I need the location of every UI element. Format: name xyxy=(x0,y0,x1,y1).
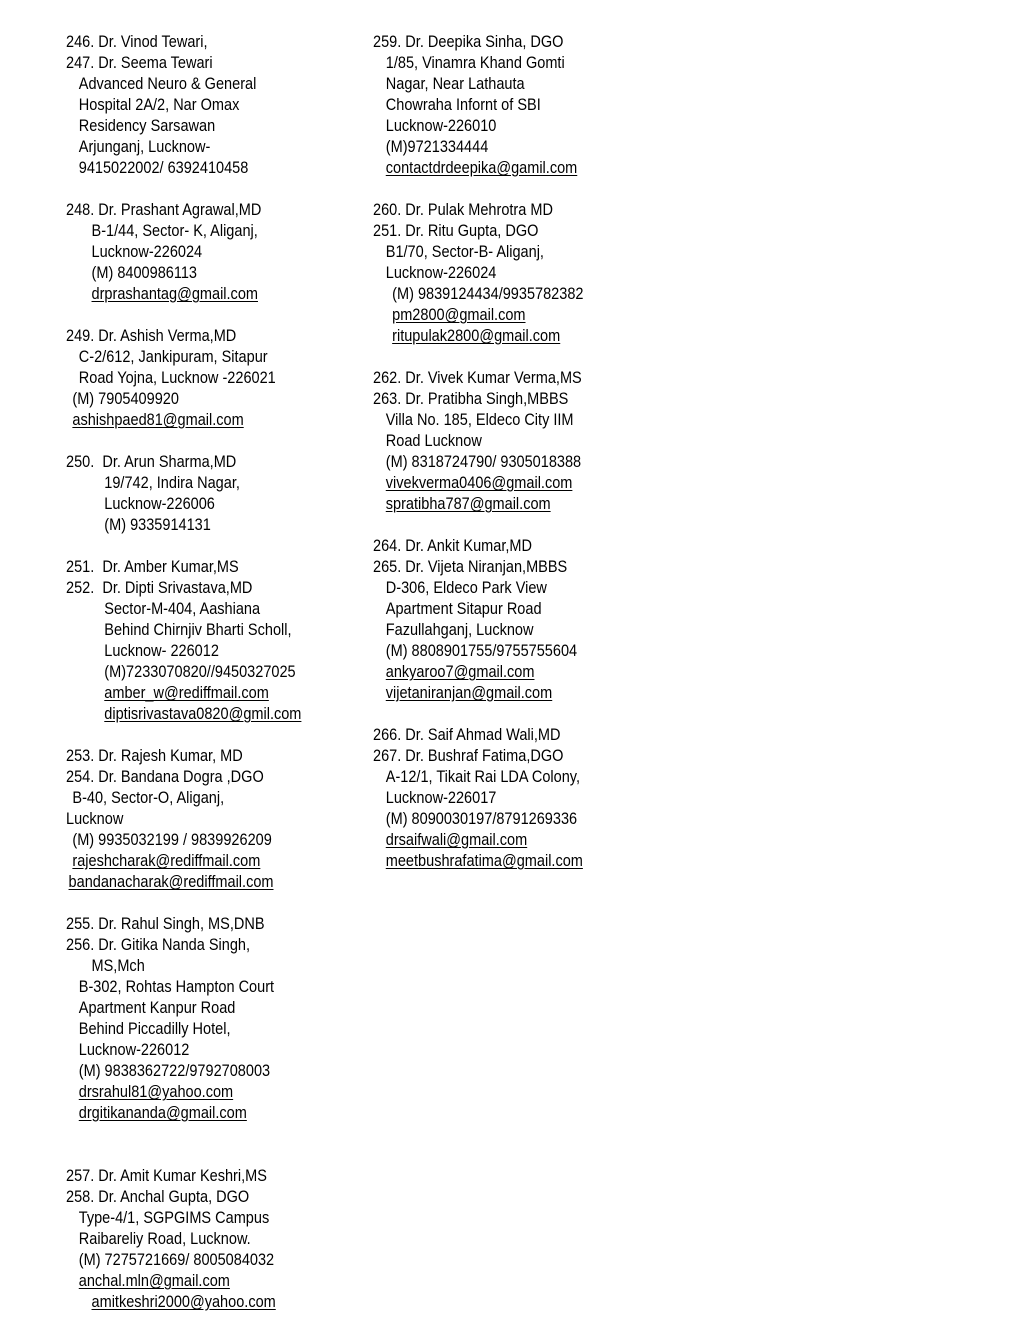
address-line xyxy=(66,137,374,158)
address-line xyxy=(373,137,681,158)
entry-text: 9415022002/ 6392410458 xyxy=(78,159,249,177)
email-link-row[interactable] xyxy=(373,326,681,347)
email-link-row[interactable] xyxy=(66,683,374,704)
address-line xyxy=(66,347,374,368)
address-line xyxy=(373,389,681,410)
entry-text: Lucknow- 226012 xyxy=(104,642,219,660)
email-link[interactable]: vivekverma0406@gmail.com xyxy=(385,474,573,492)
address-line xyxy=(66,242,374,263)
address-line xyxy=(66,620,374,641)
entry-text: 19/742, Indira Nagar, xyxy=(104,474,240,492)
directory-entry xyxy=(373,32,681,179)
address-line xyxy=(66,1019,374,1040)
directory-entry xyxy=(66,746,374,893)
entry-text: Lucknow-226006 xyxy=(104,495,215,513)
entry-text: (M) 8318724790/ 9305018388 xyxy=(385,453,582,471)
email-link[interactable]: diptisrivastava0820@gmil.com xyxy=(104,705,302,723)
email-link[interactable]: amber_w@rediffmail.com xyxy=(104,684,269,702)
address-line xyxy=(66,263,374,284)
doctor-name-line xyxy=(373,200,681,221)
address-line xyxy=(373,431,681,452)
address-line xyxy=(373,410,681,431)
email-link-row[interactable] xyxy=(66,410,374,431)
entry-text: A-12/1, Tikait Rai LDA Colony, xyxy=(385,768,580,786)
entry-text: (M) 9839124434/9935782382 xyxy=(392,285,584,303)
address-line xyxy=(373,284,681,305)
entry-text: B-40, Sector-O, Aliganj, xyxy=(72,789,225,807)
entry-text: (M) 7275721669/ 8005084032 xyxy=(78,1251,275,1269)
entry-spacer xyxy=(66,179,374,200)
entry-text: Fazullahganj, Lucknow xyxy=(385,621,534,639)
address-line xyxy=(66,158,374,179)
address-line xyxy=(373,116,681,137)
email-link[interactable]: drgitikananda@gmail.com xyxy=(78,1104,247,1122)
entry-text: (M) 9935032199 / 9839926209 xyxy=(72,831,272,849)
doctor-name-line xyxy=(373,725,681,746)
address-line xyxy=(66,116,374,137)
email-link-row[interactable] xyxy=(66,1082,374,1103)
address-line xyxy=(66,53,374,74)
entry-text: (M) 9838362722/9792708003 xyxy=(78,1062,271,1080)
entry-text: Nagar, Near Lathauta xyxy=(385,75,525,93)
address-line xyxy=(66,473,374,494)
email-link[interactable]: anchal.mln@gmail.com xyxy=(78,1272,230,1290)
entry-text: 264. Dr. Ankit Kumar,MD xyxy=(373,537,532,555)
doctor-name-line xyxy=(66,32,374,53)
entry-text: 248. Dr. Prashant Agrawal,MD xyxy=(66,201,262,219)
entry-text: Lucknow-226024 xyxy=(385,264,497,282)
address-line xyxy=(66,998,374,1019)
entry-spacer xyxy=(66,431,374,452)
entry-spacer xyxy=(373,704,681,725)
entry-text: 263. Dr. Pratibha Singh,MBBS xyxy=(373,390,569,408)
doctor-name-line xyxy=(66,200,374,221)
email-link[interactable]: ritupulak2800@gmail.com xyxy=(392,327,561,345)
email-link[interactable]: ankyaroo7@gmail.com xyxy=(385,663,535,681)
entry-text: 255. Dr. Rahul Singh, MS,DNB xyxy=(66,915,265,933)
address-line xyxy=(66,1061,374,1082)
email-link-row[interactable] xyxy=(66,851,374,872)
address-line xyxy=(373,242,681,263)
address-line xyxy=(373,746,681,767)
doctor-name-line xyxy=(66,326,374,347)
entry-text: Sector-M-404, Aashiana xyxy=(104,600,261,618)
address-line xyxy=(373,767,681,788)
address-line xyxy=(373,620,681,641)
entry-spacer xyxy=(373,515,681,536)
doctor-name-line xyxy=(66,914,374,935)
email-link-row[interactable] xyxy=(373,473,681,494)
email-link[interactable]: ashishpaed81@gmail.com xyxy=(72,411,244,429)
directory-entry xyxy=(66,200,374,305)
directory-entry xyxy=(66,452,374,536)
address-line xyxy=(66,389,374,410)
address-line xyxy=(66,788,374,809)
address-line xyxy=(373,95,681,116)
doctor-name-line xyxy=(66,746,374,767)
entry-text: (M) 9335914131 xyxy=(104,516,211,534)
entry-text: Chowraha Infornt of SBI xyxy=(385,96,541,114)
email-link[interactable]: amitkeshri2000@yahoo.com xyxy=(91,1293,276,1311)
email-link[interactable]: meetbushrafatima@gmail.com xyxy=(385,852,583,870)
email-link-row[interactable] xyxy=(373,494,681,515)
address-line xyxy=(66,830,374,851)
doctor-name-line xyxy=(66,557,374,578)
address-line xyxy=(66,1250,374,1271)
email-link[interactable]: bandanacharak@rediffmail.com xyxy=(68,873,274,891)
entry-text: Apartment Sitapur Road xyxy=(385,600,542,618)
entry-spacer xyxy=(373,347,681,368)
email-link-row[interactable] xyxy=(373,158,681,179)
address-line xyxy=(66,977,374,998)
entry-text: 256. Dr. Gitika Nanda Singh, xyxy=(66,936,251,954)
entry-text: 257. Dr. Amit Kumar Keshri,MS xyxy=(66,1167,267,1185)
entry-text: Type-4/1, SGPGIMS Campus xyxy=(78,1209,270,1227)
entry-text: 251. Dr. Ritu Gupta, DGO xyxy=(373,222,539,240)
entry-text: Road Yojna, Lucknow -226021 xyxy=(78,369,276,387)
email-link-row[interactable] xyxy=(66,284,374,305)
address-line xyxy=(373,809,681,830)
entry-text: 249. Dr. Ashish Verma,MD xyxy=(66,327,237,345)
entry-text: Apartment Kanpur Road xyxy=(78,999,236,1017)
email-link[interactable]: vijetaniranjan@gmail.com xyxy=(385,684,553,702)
address-line xyxy=(373,221,681,242)
entry-text: Villa No. 185, Eldeco City IIM xyxy=(385,411,574,429)
entry-text: Behind Piccadilly Hotel, xyxy=(78,1020,231,1038)
entry-text: 266. Dr. Saif Ahmad Wali,MD xyxy=(373,726,561,744)
email-link-row[interactable] xyxy=(373,305,681,326)
directory-entry xyxy=(66,326,374,431)
email-link-row[interactable] xyxy=(66,872,374,893)
entry-text: D-306, Eldeco Park View xyxy=(385,579,547,597)
email-link[interactable]: contactdrdeepika@gamil.com xyxy=(385,159,578,177)
entry-spacer xyxy=(66,725,374,746)
address-line xyxy=(66,578,374,599)
address-line xyxy=(66,1229,374,1250)
entry-text: B-1/44, Sector- K, Aliganj, xyxy=(91,222,258,240)
entry-spacer xyxy=(66,1124,374,1145)
entry-spacer xyxy=(66,1145,374,1166)
directory-entry xyxy=(66,557,374,725)
entry-spacer xyxy=(66,536,374,557)
email-link-row[interactable] xyxy=(373,662,681,683)
email-link-row[interactable] xyxy=(373,830,681,851)
entry-text: 258. Dr. Anchal Gupta, DGO xyxy=(66,1188,250,1206)
entry-text: Lucknow-226024 xyxy=(91,243,203,261)
email-link-row[interactable] xyxy=(373,683,681,704)
entry-text: 247. Dr. Seema Tewari xyxy=(66,54,213,72)
entry-text: B1/70, Sector-B- Aliganj, xyxy=(385,243,544,261)
entry-text: Lucknow xyxy=(66,810,124,828)
address-line xyxy=(373,53,681,74)
doctor-name-line xyxy=(373,536,681,557)
address-line xyxy=(66,809,374,830)
entry-text: Lucknow-226012 xyxy=(78,1041,190,1059)
entry-text: 260. Dr. Pulak Mehrotra MD xyxy=(373,201,553,219)
entry-spacer xyxy=(66,893,374,914)
address-line xyxy=(66,956,374,977)
entry-text: 254. Dr. Bandana Dogra ,DGO xyxy=(66,768,264,786)
entry-text: 259. Dr. Deepika Sinha, DGO xyxy=(373,33,564,51)
address-line xyxy=(66,662,374,683)
address-line xyxy=(373,641,681,662)
entry-text: (M) 8090030197/8791269336 xyxy=(385,810,578,828)
address-line xyxy=(373,578,681,599)
directory-entry xyxy=(66,1166,374,1313)
entry-text: Residency Sarsawan xyxy=(78,117,216,135)
address-line xyxy=(373,599,681,620)
directory-entry xyxy=(66,32,374,179)
entry-text: 265. Dr. Vijeta Niranjan,MBBS xyxy=(373,558,568,576)
email-link[interactable]: pm2800@gmail.com xyxy=(392,306,526,324)
entry-text: (M) 8400986113 xyxy=(91,264,197,282)
entry-text: Lucknow-226010 xyxy=(385,117,497,135)
email-link[interactable]: spratibha787@gmail.com xyxy=(385,495,551,513)
address-line xyxy=(66,221,374,242)
entry-text: Road Lucknow xyxy=(385,432,482,450)
directory-entry xyxy=(373,536,681,704)
entry-spacer xyxy=(373,179,681,200)
address-line xyxy=(66,1208,374,1229)
directory-entry xyxy=(373,725,681,872)
entry-text: 251. Dr. Amber Kumar,MS xyxy=(66,558,239,576)
entry-text: 1/85, Vinamra Khand Gomti xyxy=(385,54,565,72)
address-line xyxy=(373,452,681,473)
entry-text: B-302, Rohtas Hampton Court xyxy=(78,978,275,996)
entry-text: (M) 8808901755/9755755604 xyxy=(385,642,578,660)
entry-text: 252. Dr. Dipti Srivastava,MD xyxy=(66,579,253,597)
entry-text: C-2/612, Jankipuram, Sitapur xyxy=(78,348,268,366)
doctor-name-line xyxy=(66,452,374,473)
entry-text: 262. Dr. Vivek Kumar Verma,MS xyxy=(373,369,582,387)
entry-text: 250. Dr. Arun Sharma,MD xyxy=(66,453,237,471)
address-line xyxy=(373,74,681,95)
entry-text: Raibareliy Road, Lucknow. xyxy=(78,1230,251,1248)
address-line xyxy=(66,494,374,515)
address-line xyxy=(66,74,374,95)
address-line xyxy=(373,788,681,809)
entry-text: Hospital 2A/2, Nar Omax xyxy=(78,96,240,114)
address-line xyxy=(66,599,374,620)
entry-text: 246. Dr. Vinod Tewari, xyxy=(66,33,208,51)
email-link-row[interactable] xyxy=(66,1292,374,1313)
email-link[interactable]: drprashantag@gmail.com xyxy=(91,285,258,303)
entry-text: MS,Mch xyxy=(91,957,145,975)
entry-text: Advanced Neuro & General xyxy=(78,75,257,93)
email-link-row[interactable] xyxy=(66,1103,374,1124)
address-line xyxy=(66,368,374,389)
left-column xyxy=(66,32,374,1313)
entry-spacer xyxy=(66,305,374,326)
email-link-row[interactable] xyxy=(373,851,681,872)
email-link[interactable]: drsrahul81@yahoo.com xyxy=(78,1083,234,1101)
doctor-name-line xyxy=(66,1166,374,1187)
right-column xyxy=(373,32,681,872)
address-line xyxy=(66,1187,374,1208)
address-line xyxy=(66,767,374,788)
email-link[interactable]: drsaifwali@gmail.com xyxy=(385,831,528,849)
directory-entry xyxy=(373,368,681,515)
address-line xyxy=(66,515,374,536)
email-link-row[interactable] xyxy=(66,1271,374,1292)
entry-text: (M)7233070820//9450327025 xyxy=(104,663,296,681)
doctor-name-line xyxy=(373,32,681,53)
address-line xyxy=(66,95,374,116)
entry-text: Behind Chirnjiv Bharti Scholl, xyxy=(104,621,292,639)
address-line xyxy=(66,1040,374,1061)
address-line xyxy=(373,557,681,578)
directory-entry xyxy=(373,200,681,347)
entry-text: (M) 7905409920 xyxy=(72,390,179,408)
address-line xyxy=(66,935,374,956)
doctor-name-line xyxy=(373,368,681,389)
entry-text: 267. Dr. Bushraf Fatima,DGO xyxy=(373,747,564,765)
entry-text: Arjunganj, Lucknow- xyxy=(78,138,211,156)
address-line xyxy=(373,263,681,284)
address-line xyxy=(66,641,374,662)
entry-text: (M)9721334444 xyxy=(385,138,489,156)
email-link[interactable]: rajeshcharak@rediffmail.com xyxy=(72,852,261,870)
email-link-row[interactable] xyxy=(66,704,374,725)
entry-text: Lucknow-226017 xyxy=(385,789,497,807)
entry-text: 253. Dr. Rajesh Kumar, MD xyxy=(66,747,243,765)
directory-entry xyxy=(66,914,374,1124)
